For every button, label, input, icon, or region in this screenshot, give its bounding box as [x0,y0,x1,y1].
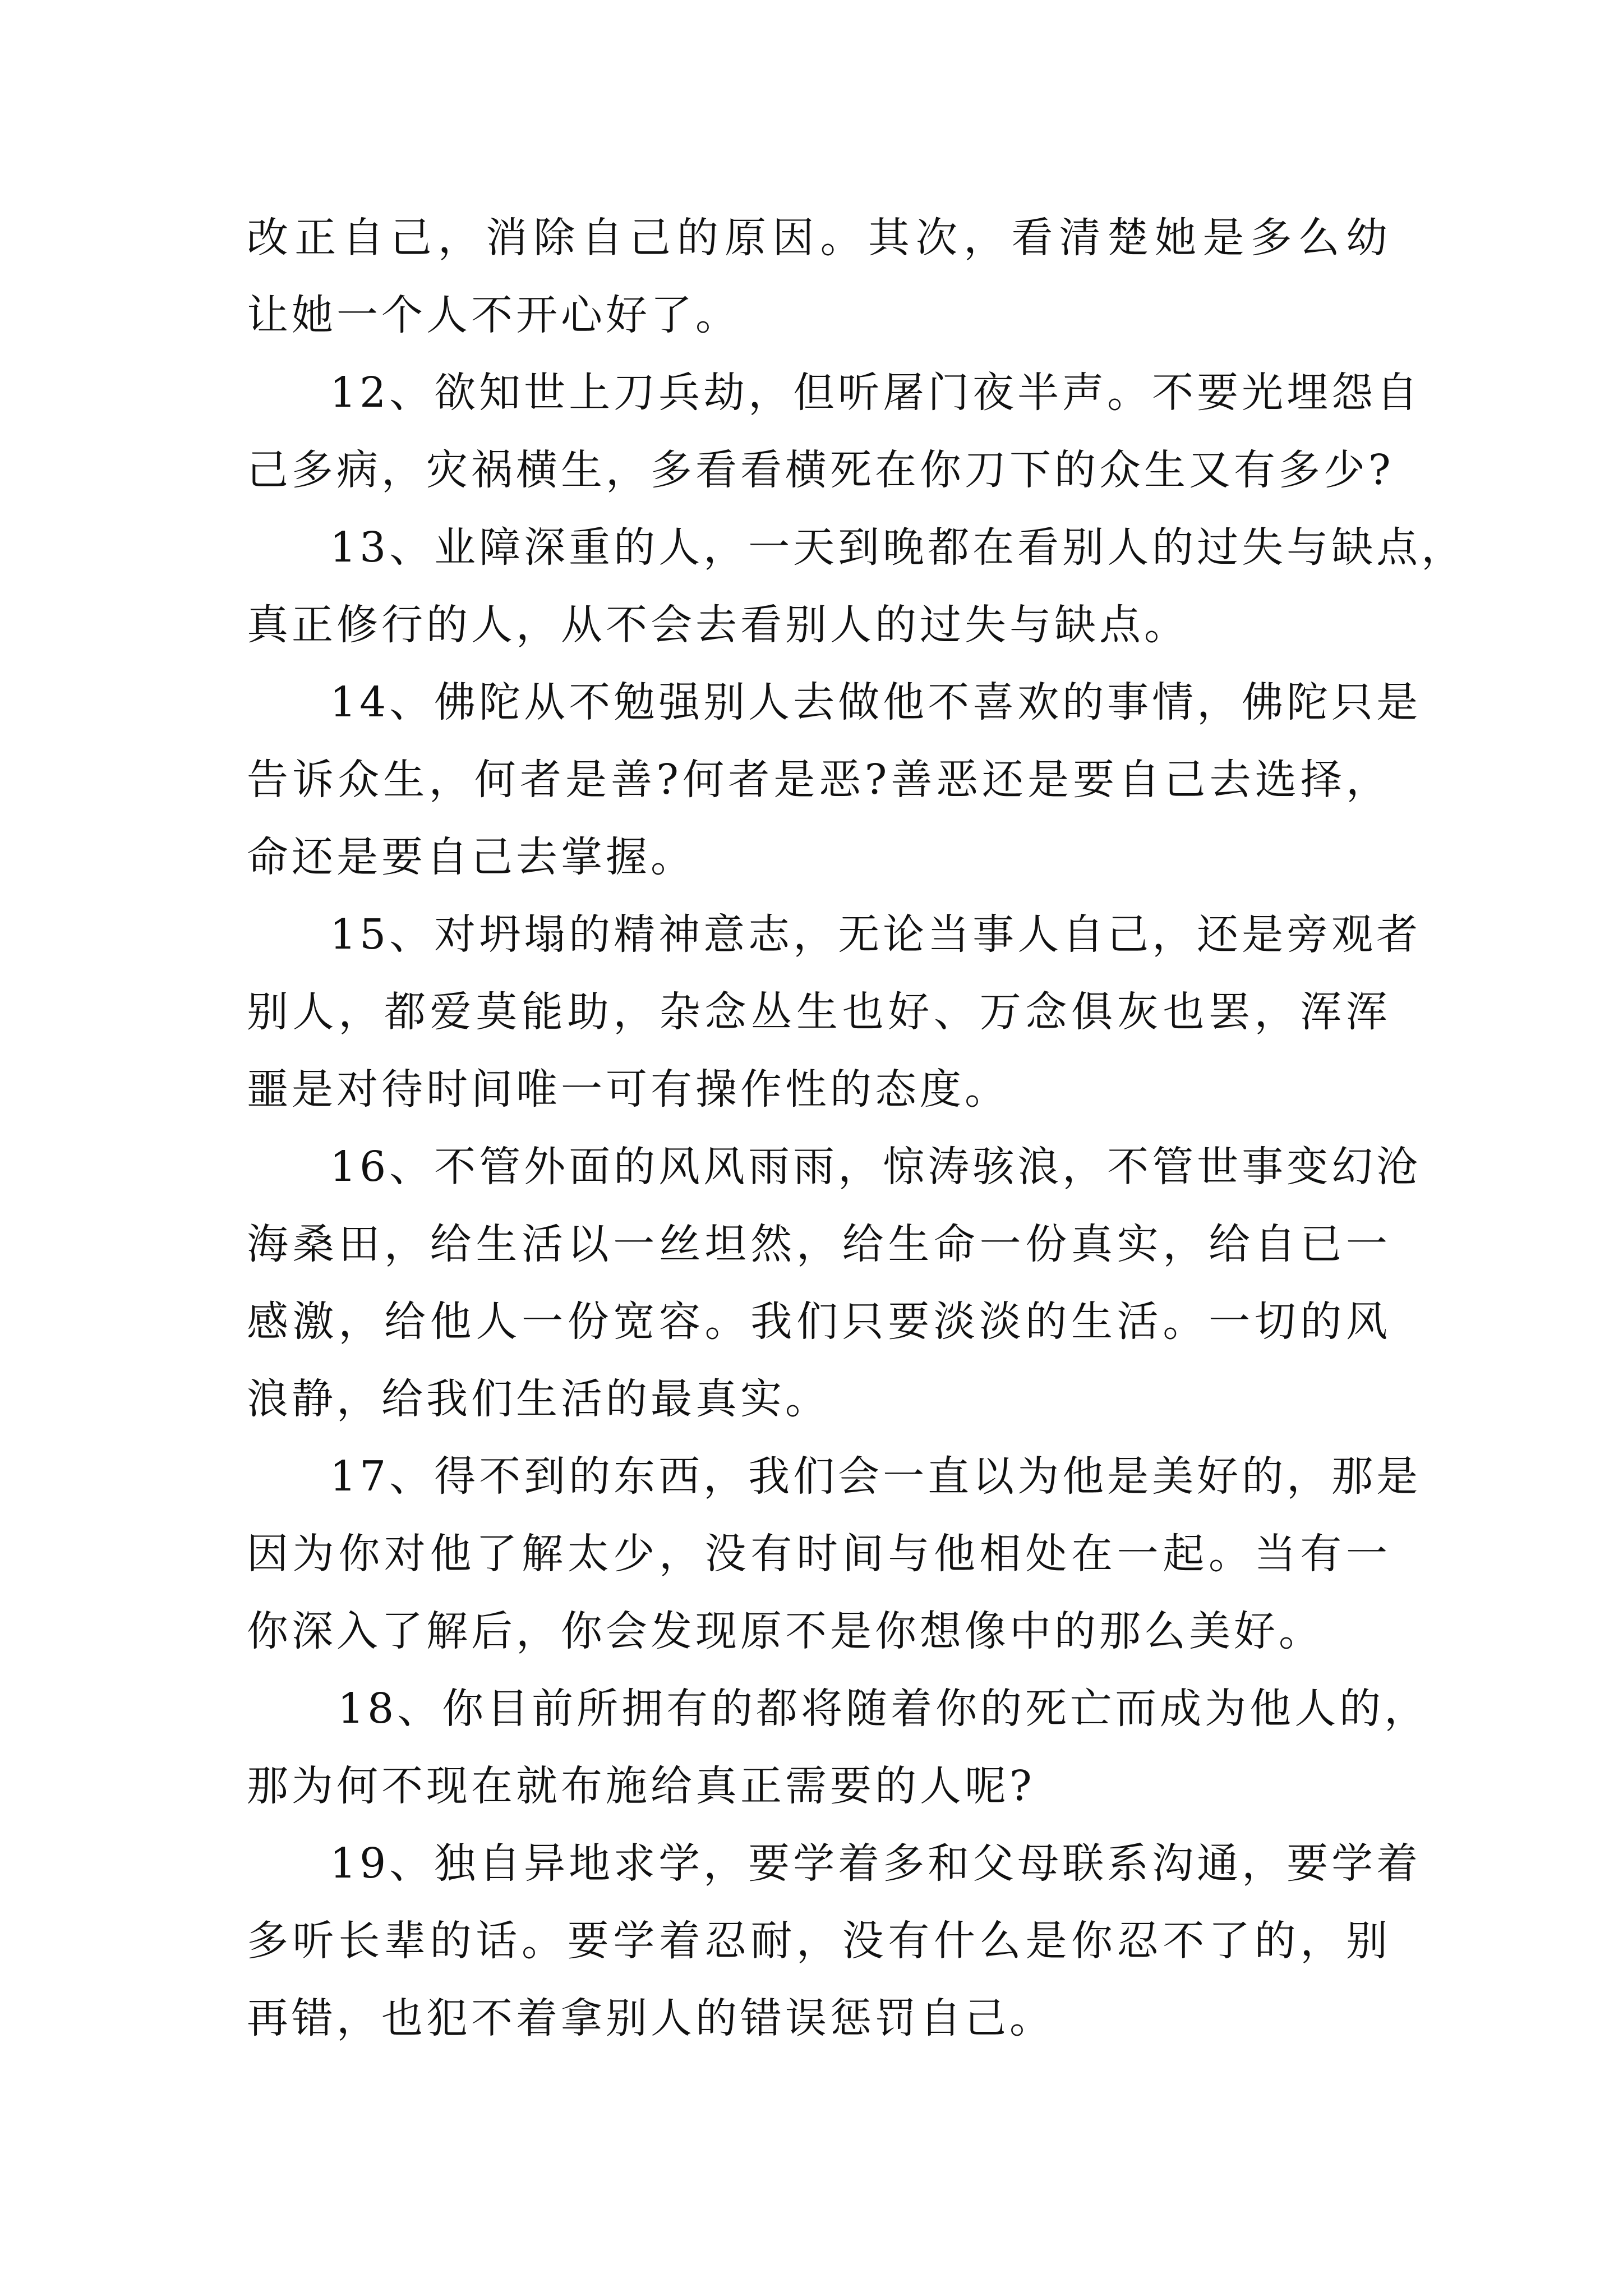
text-line: 浪静，给我们生活的最真实。 [247,1375,830,1423]
paragraph-17 [247,1438,1422,1670]
paragraph-13 [247,509,1467,664]
text-line: 改正自己，消除自己的原因。其次，看清楚她是多么幼 [247,214,1391,262]
text-line: 己多病，灾祸横生，多看看横死在你刀下的众生又有多少? [247,446,1394,494]
paragraph-19 [247,1825,1422,2057]
paragraph-14 [247,664,1422,896]
text-line: 海桑田，给生活以一丝坦然，给生命一份真实，给自已一 [247,1220,1391,1268]
text-line: 16、不管外面的风风雨雨，惊涛骇浪，不管世事变幻沧 [330,1143,1422,1191]
text-line: 17、得不到的东西，我们会一直以为他是美好的，那是 [330,1452,1422,1501]
text-line: 15、对坍塌的精神意志，无论当事人自己，还是旁观者 [330,910,1422,959]
text-line: 19、独自异地求学，要学着多和父母联系沟通，要学着 [330,1839,1422,1888]
text-line: 那为何不现在就布施给真正需要的人呢? [247,1762,1035,1810]
paragraph-11-tail [247,199,1391,354]
paragraph-15 [247,896,1422,1128]
document-body [247,199,1467,2057]
text-line: 13、业障深重的人，一天到晚都在看别人的过失与缺点， [330,523,1467,572]
text-line: 18、你目前所拥有的都将随着你的死亡而成为他人的， [338,1685,1430,1733]
text-line: 14、佛陀从不勉强别人去做他不喜欢的事情，佛陀只是 [330,678,1422,726]
text-line: 命还是要自己去掌握。 [247,833,695,881]
text-line: 你深入了解后，你会发现原不是你想像中的那么美好。 [247,1607,1324,1655]
text-line: 噩是对待时间唯一可有操作性的态度。 [247,1065,1009,1114]
text-line: 因为你对他了解太少，没有时间与他相处在一起。当有一 [247,1530,1391,1578]
text-line: 告诉众生，何者是善?何者是恶?善恶还是要自己去选择， [247,756,1391,804]
paragraph-12 [247,354,1422,509]
paragraph-16 [247,1128,1422,1438]
text-line: 再错，也犯不着拿别人的错误惩罚自己。 [247,1994,1054,2042]
text-line: 多听长辈的话。要学着忍耐，没有什么是你忍不了的，别 [247,1917,1391,1965]
text-line: 12、欲知世上刀兵劫，但听屠门夜半声。不要光埋怨自 [330,369,1422,417]
paragraph-18 [247,1670,1430,1825]
text-line: 别人，都爱莫能助，杂念丛生也好、万念俱灰也罢，浑浑 [247,988,1391,1036]
text-line: 感激，给他人一份宽容。我们只要淡淡的生活。一切的风 [247,1297,1391,1346]
text-line: 让她一个人不开心好了。 [247,291,740,339]
text-line: 真正修行的人，从不会去看别人的过失与缺点。 [247,601,1189,649]
